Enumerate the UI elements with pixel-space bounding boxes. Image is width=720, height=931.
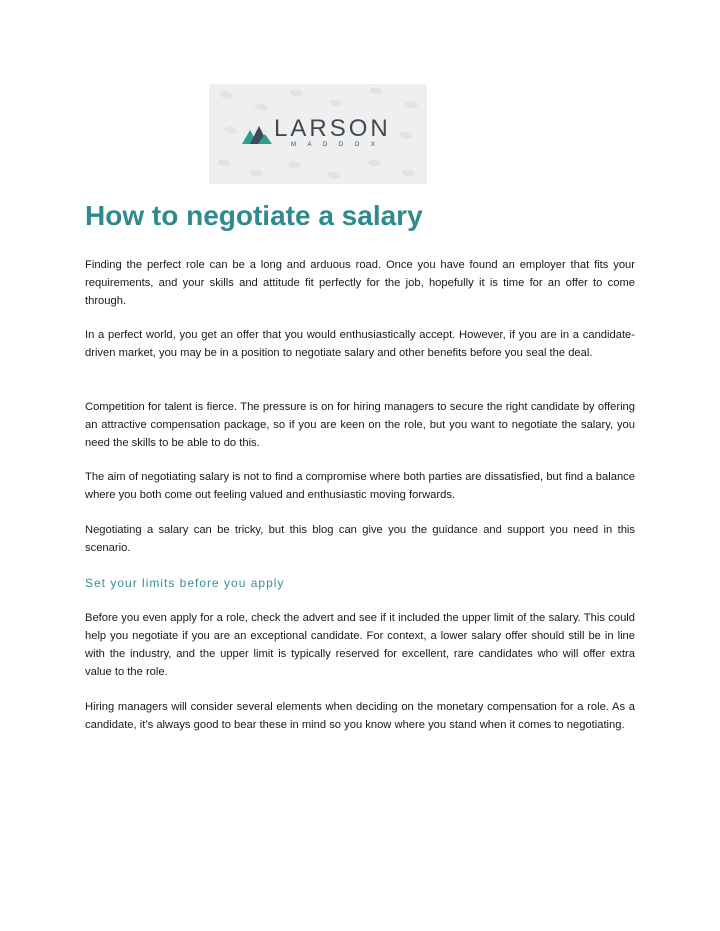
mountain-logo-icon	[242, 122, 272, 144]
paragraph-6: Before you even apply for a role, check the advert and see if it included the upper limit of the salary. This could help you negotiate if you are an exceptional candidate. For context, a lower salary offer should still be in line with the industry, and the upper limit is typically reserved for excellent, rare candidates who will offer extra value to the role.	[85, 612, 635, 678]
logo-subtext: MADDOX	[291, 142, 387, 148]
company-logo	[209, 84, 427, 184]
paragraph-5: Negotiating a salary can be tricky, but this blog can give you the guidance and support you need in this scenario.	[85, 524, 635, 554]
logo-wordmark: LARSON	[274, 115, 391, 142]
paragraph-3: Competition for talent is fierce. The pressure is on for hiring managers to secure the right candidate by offering an attractive compensation package, so if you are keen on the role, but you want to negotiate the salary, you need the skills to be able to do this.	[85, 401, 635, 449]
paragraph-2: In a perfect world, you get an offer that you would enthusiastically accept. However, if you are in a candidate-driven market, you may be in a position to negotiate salary and other benefits before you seal the deal.	[85, 329, 635, 359]
page-title: How to negotiate a salary	[85, 200, 423, 231]
section-heading: Set your limits before you apply	[85, 576, 285, 590]
paragraph-4: The aim of negotiating salary is not to find a compromise where both parties are dissatisfied, but find a balance where you both come out feeling valued and enthusiastic moving forwards.	[85, 471, 635, 501]
paragraph-7: Hiring managers will consider several elements when deciding on the monetary compensation for a role. As a candidate, it’s always good to bear these in mind so you know where you stand when it comes to negotiating.	[85, 701, 635, 731]
paragraph-1: Finding the perfect role can be a long and arduous road. Once you have found an employer that fits your requirements, and your skills and attitude fit perfectly for the job, hopefully it is time for an offer to come through.	[85, 259, 635, 307]
